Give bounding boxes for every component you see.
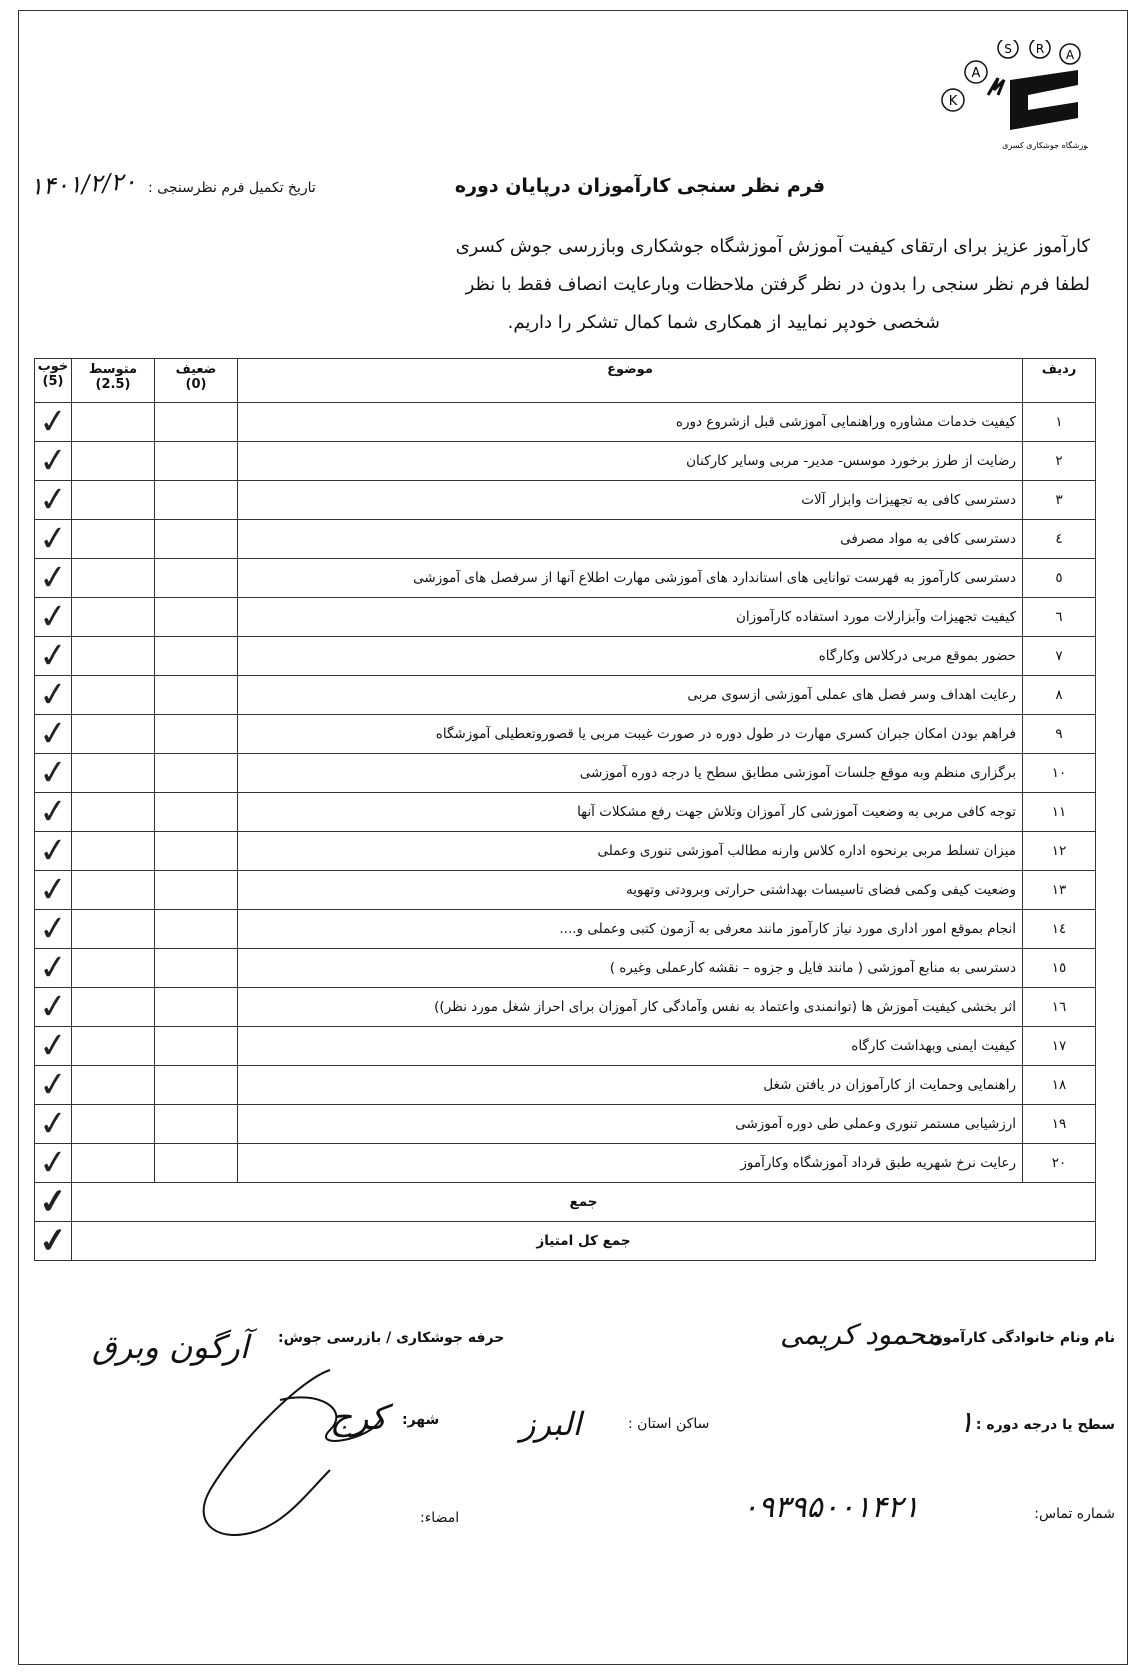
table-row <box>35 871 1096 910</box>
rating-good-cell[interactable] <box>35 1141 72 1185</box>
check-mark-icon: ✓ <box>36 946 70 990</box>
signature-label: امضاء: <box>420 1510 460 1526</box>
check-mark-icon: ✓ <box>36 907 70 951</box>
row-number: ۱۹ <box>1023 1105 1096 1144</box>
rating-average-cell[interactable] <box>72 988 155 1027</box>
row-subject: دسترسی به منابع آموزشی ( مانند فایل و جزوه – نقشه کارعملی وغیره ) <box>238 949 1023 988</box>
check-mark-icon: ✓ <box>36 673 70 717</box>
row-number: ۱۱ <box>1023 793 1096 832</box>
survey-table <box>34 358 1096 1261</box>
city-value[interactable]: کرج <box>330 1398 387 1438</box>
rating-average-cell[interactable] <box>72 403 155 442</box>
row-number: ۱۰ <box>1023 754 1096 793</box>
row-subject: انجام بموقع امور اداری مورد نیاز کارآموز مانند معرفی به آزمون کتبی وعملی و.... <box>238 910 1023 949</box>
sum-label: جمع <box>72 1183 1096 1222</box>
check-mark-icon: ✓ <box>36 1024 70 1068</box>
rating-good-cell[interactable] <box>35 556 72 600</box>
table-row <box>35 598 1096 637</box>
logo-letter: R <box>1035 42 1045 56</box>
province-label: ساکن استان : <box>628 1416 710 1432</box>
header-good <box>35 359 72 403</box>
trade-label: حرفه جوشکاری / بازرسی جوش: <box>278 1330 505 1346</box>
rating-good-cell[interactable] <box>35 985 72 1029</box>
rating-weak-cell[interactable] <box>155 910 238 949</box>
check-mark-icon: ✓ <box>36 751 70 795</box>
signature-image <box>180 1360 400 1564</box>
table-row <box>35 949 1096 988</box>
table-row <box>35 1066 1096 1105</box>
rating-good-cell[interactable] <box>35 517 72 561</box>
rating-average-cell[interactable] <box>72 676 155 715</box>
survey-body <box>35 400 1096 1185</box>
logo-letter: A <box>971 66 981 81</box>
total-label: جمع کل امتیاز <box>72 1222 1096 1261</box>
check-mark-icon: ✓ <box>36 1141 70 1185</box>
check-mark-icon: ✓ <box>36 400 70 444</box>
table-row <box>35 520 1096 559</box>
rating-weak-cell[interactable] <box>155 832 238 871</box>
rating-weak-cell[interactable] <box>155 1066 238 1105</box>
table-row <box>35 910 1096 949</box>
rating-average-cell[interactable] <box>72 754 155 793</box>
check-mark-icon: ✓ <box>36 517 70 561</box>
rating-weak-cell[interactable] <box>155 559 238 598</box>
rating-average-cell[interactable] <box>72 871 155 910</box>
header-weak-score: (0) <box>185 377 207 392</box>
row-number: ۱٥ <box>1023 949 1096 988</box>
table-row <box>35 481 1096 520</box>
rating-average-cell[interactable] <box>72 520 155 559</box>
check-mark-icon: ✓ <box>36 712 70 756</box>
rating-weak-cell[interactable] <box>155 715 238 754</box>
city-label: شهر: <box>402 1412 440 1428</box>
row-number: ٥ <box>1023 559 1096 598</box>
table-row <box>35 403 1096 442</box>
header-weak <box>155 359 238 403</box>
rating-weak-cell[interactable] <box>155 1144 238 1183</box>
rating-average-cell[interactable] <box>72 1144 155 1183</box>
rating-good-cell[interactable] <box>35 907 72 951</box>
row-number: ۱٦ <box>1023 988 1096 1027</box>
table-row <box>35 754 1096 793</box>
row-subject: برگزاری منظم وبه موقع جلسات آموزشی مطابق سطح یا درجه دوره آموزشی <box>238 754 1023 793</box>
table-row <box>35 559 1096 598</box>
row-number: ۱۳ <box>1023 871 1096 910</box>
header-good-label: خوب <box>37 359 69 374</box>
check-mark-icon: ✓ <box>36 1180 70 1224</box>
row-subject: دسترسی کافی به مواد مصرفی <box>238 520 1023 559</box>
row-subject: وضعیت کیفی وکمی فضای تاسیسات بهداشتی حرارتی وبرودتی وتهویه <box>238 871 1023 910</box>
rating-weak-cell[interactable] <box>155 988 238 1027</box>
rating-good-cell[interactable] <box>35 868 72 912</box>
table-row <box>35 988 1096 1027</box>
check-mark-icon: ✓ <box>36 634 70 678</box>
row-subject: راهنمایی وحمایت از کارآموزان در یافتن شغل <box>238 1066 1023 1105</box>
province-value[interactable]: البرز <box>520 1405 582 1443</box>
rating-average-cell[interactable] <box>72 1027 155 1066</box>
row-subject: رعایت نرخ شهریه طبق قرداد آموزشگاه وکارآموز <box>238 1144 1023 1183</box>
header-subject: موضوع <box>238 359 1023 403</box>
table-row <box>35 793 1096 832</box>
rating-good-cell[interactable] <box>35 634 72 678</box>
rating-good-cell[interactable] <box>35 829 72 873</box>
row-subject: دسترسی کارآموز به فهرست توانایی های استاندارد های آموزشی مهارت اطلاع آنها از سرفصل های آموزشی <box>238 559 1023 598</box>
table-row <box>35 1027 1096 1066</box>
logo-letter: S <box>1004 42 1012 56</box>
table-row <box>35 637 1096 676</box>
row-subject: توجه کافی مربی به وضعیت آموزشی کار آموزان وتلاش جهت رفع مشکلات آنها <box>238 793 1023 832</box>
rating-weak-cell[interactable] <box>155 481 238 520</box>
rating-average-cell[interactable] <box>72 1105 155 1144</box>
row-subject: میزان تسلط مربی برنحوه اداره کلاس وارنه مطالب آموزشی تنوری وعملی <box>238 832 1023 871</box>
check-mark-icon: ✓ <box>36 595 70 639</box>
level-label: سطح یا درجه دوره : <box>975 1417 1115 1433</box>
header-weak-label: ضعیف <box>175 362 217 377</box>
check-mark-icon: ✓ <box>36 985 70 1029</box>
rating-good-cell[interactable] <box>35 1063 72 1107</box>
rating-average-cell[interactable] <box>72 1066 155 1105</box>
rating-good-cell[interactable] <box>35 595 72 639</box>
row-number: ۸ <box>1023 676 1096 715</box>
row-subject: کیفیت خدمات مشاوره وراهنمایی آموزشی قبل ازشروع دوره <box>238 403 1023 442</box>
rating-weak-cell[interactable] <box>155 1105 238 1144</box>
rating-good-cell[interactable] <box>35 1102 72 1146</box>
row-subject: رعایت اهداف وسر فصل های عملی آموزشی ازسوی مربی <box>238 676 1023 715</box>
rating-weak-cell[interactable] <box>155 598 238 637</box>
rating-average-cell[interactable] <box>72 598 155 637</box>
logo-letter: K <box>948 94 958 109</box>
header-average-label: متوسط <box>88 362 138 377</box>
name-label: نام ونام خانوادگی کارآموز: <box>929 1330 1115 1346</box>
row-subject: ارزشیابی مستمر تنوری وعملی طی دوره آموزشی <box>238 1105 1023 1144</box>
rating-weak-cell[interactable] <box>155 403 238 442</box>
intro-line-2: لطفا فرم نظر سنجی را بدون در نظر گرفتن ملاحظات وبارعایت انصاف فقط با نظر <box>465 274 1090 295</box>
rating-weak-cell[interactable] <box>155 442 238 481</box>
row-subject: فراهم بودن امکان جبران کسری مهارت در طول دوره در صورت غیبت مربی یا قصوروتعطیلی آموزشگاه <box>238 715 1023 754</box>
check-mark-icon: ✓ <box>36 1063 70 1107</box>
header-row-num: ردیف <box>1023 359 1096 403</box>
row-subject: حضور بموقع مربی درکلاس وکارگاه <box>238 637 1023 676</box>
check-mark-icon: ✓ <box>36 790 70 834</box>
table-row <box>35 1105 1096 1144</box>
intro-line-1: کارآموز عزیز برای ارتقای کیفیت آموزش آموزشگاه جوشکاری وبازرسی جوش کسری <box>455 236 1090 257</box>
row-subject: کیفیت تجهیزات وآبزارلات مورد استفاده کارآموزان <box>238 598 1023 637</box>
header-good-score: (5) <box>42 374 64 389</box>
rating-weak-cell[interactable] <box>155 871 238 910</box>
row-number: ۷ <box>1023 637 1096 676</box>
check-mark-icon: ✓ <box>36 439 70 483</box>
total-good-cell[interactable] <box>35 1219 72 1263</box>
trade-value[interactable]: آرگون وبرق <box>92 1328 249 1366</box>
rating-good-cell[interactable] <box>35 673 72 717</box>
rating-average-cell[interactable] <box>72 910 155 949</box>
intro-paragraph <box>40 228 1090 342</box>
row-number: ۱۲ <box>1023 832 1096 871</box>
date-label: تاریخ تکمیل فرم نظرسنجی : <box>148 180 316 196</box>
rating-good-cell[interactable] <box>35 439 72 483</box>
check-mark-icon: ✓ <box>36 868 70 912</box>
form-title: فرم نظر سنجی کارآموزان درپایان دوره <box>454 175 826 197</box>
level-value[interactable]: ۱ <box>958 1405 975 1440</box>
rating-good-cell[interactable] <box>35 478 72 522</box>
table-row <box>35 832 1096 871</box>
row-number: ۱٤ <box>1023 910 1096 949</box>
rating-weak-cell[interactable] <box>155 754 238 793</box>
check-mark-icon: ✓ <box>36 556 70 600</box>
rating-good-cell[interactable] <box>35 400 72 444</box>
table-row <box>35 442 1096 481</box>
date-value[interactable]: ۱۴۰۱/۲/۲۰ <box>29 167 138 201</box>
row-subject: اثر بخشی کیفیت آموزش ها (توانمندی واعتماد به نفس وآمادگی کار آموزان برای احراز شغل مورد نظر)) <box>238 988 1023 1027</box>
check-mark-icon: ✓ <box>36 1219 70 1263</box>
check-mark-icon: ✓ <box>36 829 70 873</box>
rating-good-cell[interactable] <box>35 946 72 990</box>
rating-average-cell[interactable] <box>72 832 155 871</box>
rating-average-cell[interactable] <box>72 949 155 988</box>
intro-line-3: شخصی خودپر نمایید از همکاری شما کمال تشکر را داریم. <box>507 312 940 333</box>
table-row <box>35 1144 1096 1183</box>
rating-average-cell[interactable] <box>72 442 155 481</box>
row-number: ۲ <box>1023 442 1096 481</box>
name-value[interactable]: محمود کریمی <box>780 1318 942 1351</box>
table-row <box>35 676 1096 715</box>
rating-average-cell[interactable] <box>72 793 155 832</box>
rating-weak-cell[interactable] <box>155 676 238 715</box>
header-average-score: (2.5) <box>95 377 131 392</box>
check-mark-icon: ✓ <box>36 478 70 522</box>
sum-good-cell[interactable] <box>35 1180 72 1224</box>
row-subject: رضایت از طرز برخورد موسس- مدیر- مربی وسایر کارکنان <box>238 442 1023 481</box>
rating-good-cell[interactable] <box>35 712 72 756</box>
header-average <box>72 359 155 403</box>
rating-weak-cell[interactable] <box>155 793 238 832</box>
logo-letter: A <box>1065 48 1075 62</box>
rating-weak-cell[interactable] <box>155 520 238 559</box>
table-row <box>35 715 1096 754</box>
rating-average-cell[interactable] <box>72 715 155 754</box>
row-number: ۱ <box>1023 403 1096 442</box>
rating-average-cell[interactable] <box>72 559 155 598</box>
rating-average-cell[interactable] <box>72 637 155 676</box>
rating-good-cell[interactable] <box>35 790 72 834</box>
row-number: ٤ <box>1023 520 1096 559</box>
phone-value[interactable]: ۰۹۳۹۵۰۰۱۴۲۱ <box>742 1490 920 1525</box>
rating-weak-cell[interactable] <box>155 949 238 988</box>
phone-label: شماره تماس: <box>1034 1506 1115 1522</box>
rating-good-cell[interactable] <box>35 1024 72 1068</box>
row-number: ۱۸ <box>1023 1066 1096 1105</box>
row-subject: دسترسی کافی به تجهیزات وابزار آلات <box>238 481 1023 520</box>
kasra-logo <box>928 40 1088 160</box>
rating-weak-cell[interactable] <box>155 1027 238 1066</box>
rating-weak-cell[interactable] <box>155 637 238 676</box>
row-number: ۹ <box>1023 715 1096 754</box>
row-number: ۳ <box>1023 481 1096 520</box>
row-number: ۲۰ <box>1023 1144 1096 1183</box>
row-number: ٦ <box>1023 598 1096 637</box>
logo-text: آموزشگاه جوشکاری کسری <box>1002 141 1088 150</box>
rating-good-cell[interactable] <box>35 751 72 795</box>
row-number: ۱۷ <box>1023 1027 1096 1066</box>
check-mark-icon: ✓ <box>36 1102 70 1146</box>
row-subject: کیفیت ایمنی وبهداشت کارگاه <box>238 1027 1023 1066</box>
rating-average-cell[interactable] <box>72 481 155 520</box>
